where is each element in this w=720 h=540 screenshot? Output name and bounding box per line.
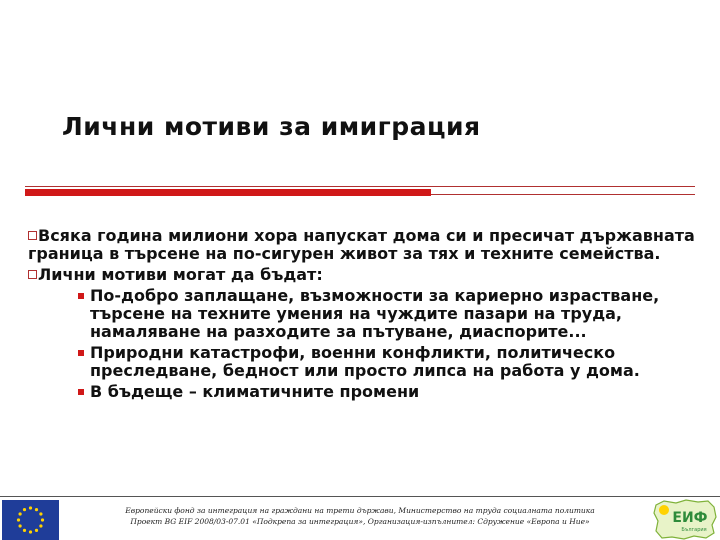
eif-logo-icon — [650, 497, 720, 540]
sub-item-2-text: Природни катастрофи, военни конфликти, политическо преследване, бедност или просто липса на работа у дома. — [90, 343, 640, 380]
square-outline-bullet-icon — [28, 270, 37, 279]
red-square-bullet-icon — [78, 293, 84, 299]
footer-credits — [100, 505, 620, 527]
sub-item-1-text: По-добро заплащане, възможности за кариерно израстване, търсене на техните умения на чуждите пазари на труда, намаляване на разходите за пътуване, диаспорите... — [90, 286, 660, 341]
slide-title: Лични мотиви за имиграция — [62, 112, 481, 141]
title-divider-thin — [25, 186, 695, 187]
paragraph-2 — [28, 266, 708, 284]
red-square-bullet-icon — [78, 350, 84, 356]
paragraph-1-text: Всяка година милиони хора напускат дома си и пресичат държавната граница в търсене на по-сигурен живот за тях и техните семейства. — [28, 226, 695, 263]
slide-body — [28, 227, 708, 401]
paragraph-2-text: Лични мотиви могат да бъдат: — [38, 265, 323, 284]
title-divider-thin-right — [431, 194, 695, 195]
title-divider-thick — [25, 189, 431, 196]
sub-item-2 — [28, 344, 678, 380]
square-outline-bullet-icon — [28, 231, 37, 240]
red-square-bullet-icon — [78, 389, 84, 395]
paragraph-1 — [28, 227, 708, 263]
footer-line-2: Проект BG EIF 2008/03-07.01 «Подкрепа за интеграция», Организация-изпълнител: Сдружение «Европа и Ние» — [130, 517, 590, 526]
eif-logo-text: ЕИФ — [672, 510, 708, 526]
footer-divider — [0, 496, 720, 497]
footer-line-1: Европейски фонд за интеграция на граждани на трети държави, Министерство на труда социалната политика — [125, 506, 595, 515]
sub-item-1 — [28, 287, 678, 341]
sub-item-3 — [28, 383, 678, 401]
eif-logo-subtext: България — [681, 527, 707, 533]
sub-item-3-text: В бъдеще – климатичните промени — [90, 382, 420, 401]
eu-flag-icon — [2, 500, 59, 540]
